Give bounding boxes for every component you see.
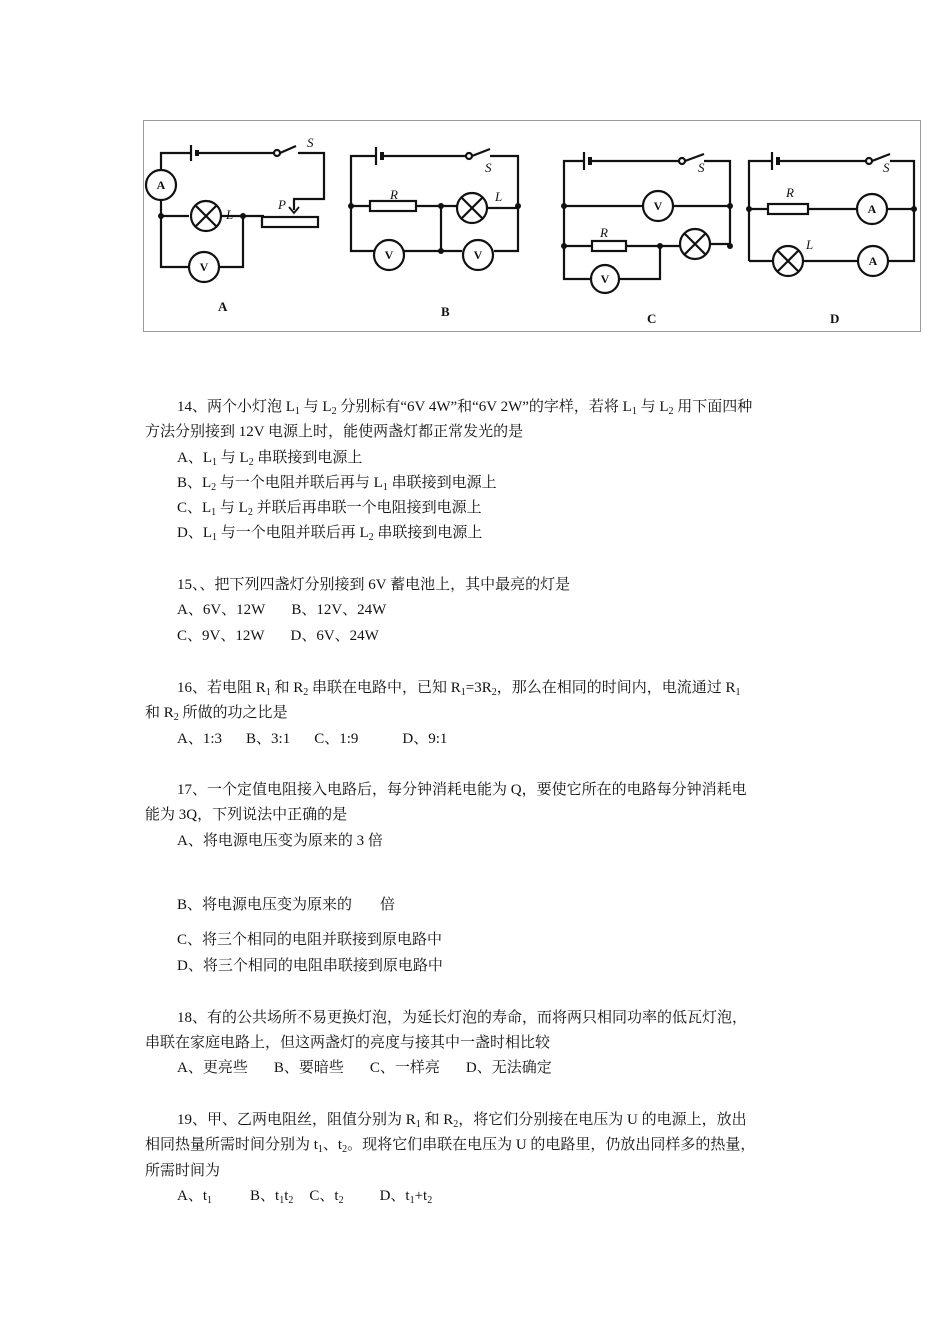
- q19-stem-line3: 所需时间为: [145, 1163, 221, 1179]
- q16-stem-line2: 和 $R_2$ 所做的功之比是: [145, 705, 288, 723]
- q14-option-d: D、$L_1$ 与一个电阻并联后再 $L_2$ 串联接到电源上: [177, 525, 483, 543]
- symbol-r: R: [390, 187, 398, 202]
- symbol-l: L: [806, 237, 814, 252]
- circuit-diagrams: [144, 121, 922, 333]
- symbol-s: S: [883, 160, 890, 175]
- figure-label-b: B: [441, 304, 450, 319]
- q18-options: A、更亮些 B、要暗些 C、一样亮 D、无法确定: [177, 1060, 552, 1076]
- q19-options: A、$t_1$ B、$t_1t_2$ C、$t_2$ D、$t_1+t_2$: [177, 1188, 433, 1206]
- q17-stem-line1: 17、一个定值电阻接入电路后，每分钟消耗电能为 Q，要使它所在的电路每分钟消耗电: [177, 782, 747, 798]
- ammeter-symbol: A: [156, 178, 166, 192]
- symbol-s: S: [698, 160, 705, 175]
- q15-options-row2: C、9V、12W D、6V、24W: [177, 628, 379, 644]
- symbol-r: R: [600, 225, 608, 240]
- voltmeter-symbol: V: [473, 248, 483, 262]
- figure-label-a: A: [218, 299, 228, 314]
- symbol-l: L: [226, 207, 234, 222]
- q16-options: A、1:3 B、3:1 C、1:9 D、9:1: [177, 731, 448, 747]
- ammeter-symbol: A: [867, 202, 877, 216]
- circuit-a: [146, 145, 324, 282]
- circuit-diagram-figure: [143, 120, 921, 332]
- q17-option-b: B、将电源电压变为原来的 倍: [177, 897, 396, 913]
- symbol-p: P: [278, 197, 286, 212]
- q15-options-row1: A、6V、12W B、12V、24W: [177, 602, 387, 618]
- q18-stem-line2: 串联在家庭电路上，但这两盏灯的亮度与接其中一盏时相比较: [145, 1035, 551, 1051]
- voltmeter-symbol: V: [600, 272, 610, 286]
- circuit-c: [564, 152, 730, 293]
- q19-stem-line1: 19、甲、乙两电阻丝，阻值分别为 $R_1$ 和 $R_2$，将它们分别接在电压为 U 的电源上，放出: [177, 1112, 747, 1130]
- voltmeter-symbol: V: [384, 248, 394, 262]
- q14-option-c: C、$L_1$ 与 $L_2$ 并联后再串联一个电阻接到电源上: [177, 500, 482, 518]
- voltmeter-symbol: V: [653, 199, 663, 213]
- q17-option-d: D、将三个相同的电阻串联接到原电路中: [177, 958, 443, 974]
- voltmeter-symbol: V: [199, 260, 209, 274]
- figure-label-d: D: [830, 311, 840, 326]
- symbol-r: R: [786, 185, 794, 200]
- q15-stem: 15、、把下列四盏灯分别接到 6V 蓄电池上，其中最亮的灯是: [177, 577, 571, 593]
- ammeter-symbol: A: [868, 254, 878, 268]
- q17-stem-line2: 能为 3Q，下列说法中正确的是: [145, 807, 348, 823]
- q14-option-b: B、$L_2$ 与一个电阻并联后再与 $L_1$ 串联接到电源上: [177, 475, 497, 493]
- q17-option-a: A、将电源电压变为原来的 3 倍: [177, 833, 383, 849]
- q19-stem-line2: 相同热量所需时间分别为 $t_1$、$t_2$。现将它们串联在电压为 U 的电路里，仍放出同样多的热量，: [145, 1137, 756, 1155]
- q16-stem-line1: 16、若电阻 $R_1$ 和 $R_2$ 串联在电路中，已知 $R_1=3R_2$，那么在相同的时间内，电流通过 $R_1$: [177, 680, 741, 698]
- symbol-l: L: [495, 189, 503, 204]
- q18-stem-line1: 18、有的公共场所不易更换灯泡，为延长灯泡的寿命，而将两只相同功率的低瓦灯泡，: [177, 1010, 748, 1026]
- q14-option-a: A、$L_1$ 与 $L_2$ 串联接到电源上: [177, 450, 363, 468]
- q14-stem-line1: 14、两个小灯泡 $L_1$ 与 $L_2$ 分别标有“6V 4W”和“6V 2W”的字样，若将 $L_1$ 与 $L_2$ 用下面四种: [177, 399, 753, 417]
- figure-label-c: C: [647, 311, 657, 326]
- symbol-s: S: [307, 135, 314, 150]
- q17-option-c: C、将三个相同的电阻并联接到原电路中: [177, 932, 443, 948]
- circuit-b: [351, 147, 518, 270]
- symbol-s: S: [485, 160, 492, 175]
- q14-stem-line2: 方法分别接到 12V 电源上时，能使两盏灯都正常发光的是: [145, 424, 524, 440]
